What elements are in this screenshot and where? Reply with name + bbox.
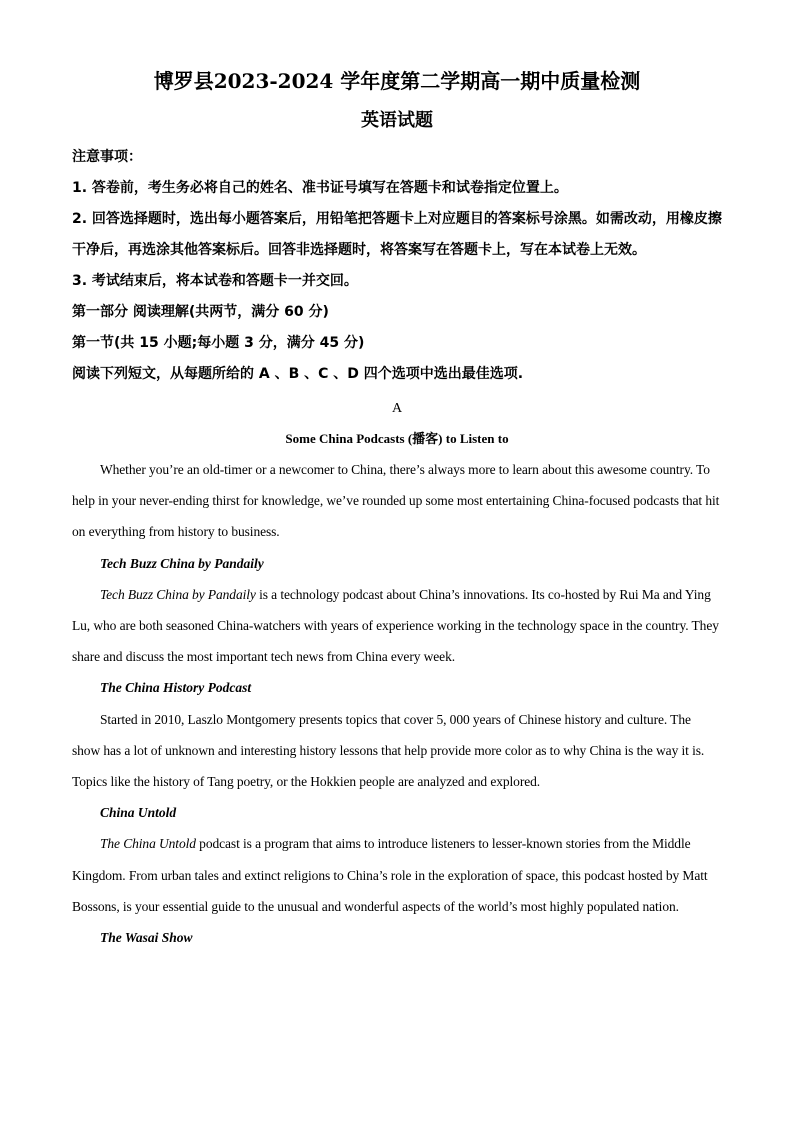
podcast-body-china-untold: [72, 828, 722, 922]
podcast-heading-wasai: The Wasai Show: [100, 930, 193, 946]
podcast-lead: The China Untold: [100, 836, 196, 852]
notes-item-1: 1. 答卷前，考生务必将自己的姓名、准书证号填写在答题卡和试卷指定位置上。: [72, 180, 568, 196]
notes-heading: 注意事项：: [72, 149, 142, 165]
podcast-heading-china-history: The China History Podcast: [100, 680, 252, 696]
notes-item-2: 2. 回答选择题时，选出每小题答案后，用铅笔把答题卡上对应题目的答案标号涂黑。如需改动，用橡皮擦干净后，再选涂其他答案标后。回答非选择题时，将答案写在答题卡上，写在本试卷上无效。: [72, 211, 722, 258]
reading-instruction: 阅读下列短文，从每题所给的 A 、B 、C 、D 四个选项中选出最佳选项.: [72, 366, 524, 382]
notes-item-3: 3. 考试结束后，将本试卷和答题卡一并交回。: [72, 273, 358, 289]
podcast-body-china-history: Started in 2010, Laszlo Montgomery presents topics that cover 5, 000 years of Chinese history and culture. The show has a lot of unknown and interesting history lessons that help provide more color as to why China is the way it is. Topics like the history of Tang poetry, or the Hokkien people are analyzed and explored.: [72, 711, 705, 790]
passage-title: Some China Podcasts (播客) to Listen to: [285, 431, 509, 446]
podcast-text: podcast is a program that aims to introduce listeners to lesser-known stories from the Middle Kingdom. From urban tales and extinct religions to China’s role in the exploration of space, this podcast hosted by Matt Bossons, is your essential guide to the unusual and wonderful aspects of the world’s most highly populated nation.: [72, 836, 708, 914]
passage-letter: A: [391, 401, 403, 416]
part1-heading: 第一部分 阅读理解(共两节，满分 60 分): [72, 304, 329, 320]
podcast-text: is a technology podcast about China’s innovations. Its co-hosted by Rui Ma and Ying Lu, who are both seasoned China-watchers with years of experience working in the technology space in the country. They share and discuss the most important tech news from China every week.: [72, 586, 719, 665]
exam-title: 博罗县2023-2024 学年度第二学期高一期中质量检测: [153, 69, 641, 93]
exam-subtitle: 英语试题: [361, 110, 433, 131]
podcast-heading-china-untold: China Untold: [100, 805, 177, 821]
podcast-body-tech-buzz: [72, 579, 722, 673]
passage-intro: Whether you’re an old-timer or a newcomer to China, there’s always more to learn about this awesome country. To help in your never-ending thirst for knowledge, we’ve rounded up some most entertaining China-focused podcasts that hit on everything from history to business.: [72, 462, 720, 540]
section1-heading: 第一节(共 15 小题;每小题 3 分，满分 45 分): [72, 335, 365, 351]
exam-page: [72, 64, 722, 953]
podcast-heading-tech-buzz: Tech Buzz China by Pandaily: [100, 555, 264, 571]
podcast-lead: Tech Buzz China by Pandaily: [100, 586, 256, 602]
